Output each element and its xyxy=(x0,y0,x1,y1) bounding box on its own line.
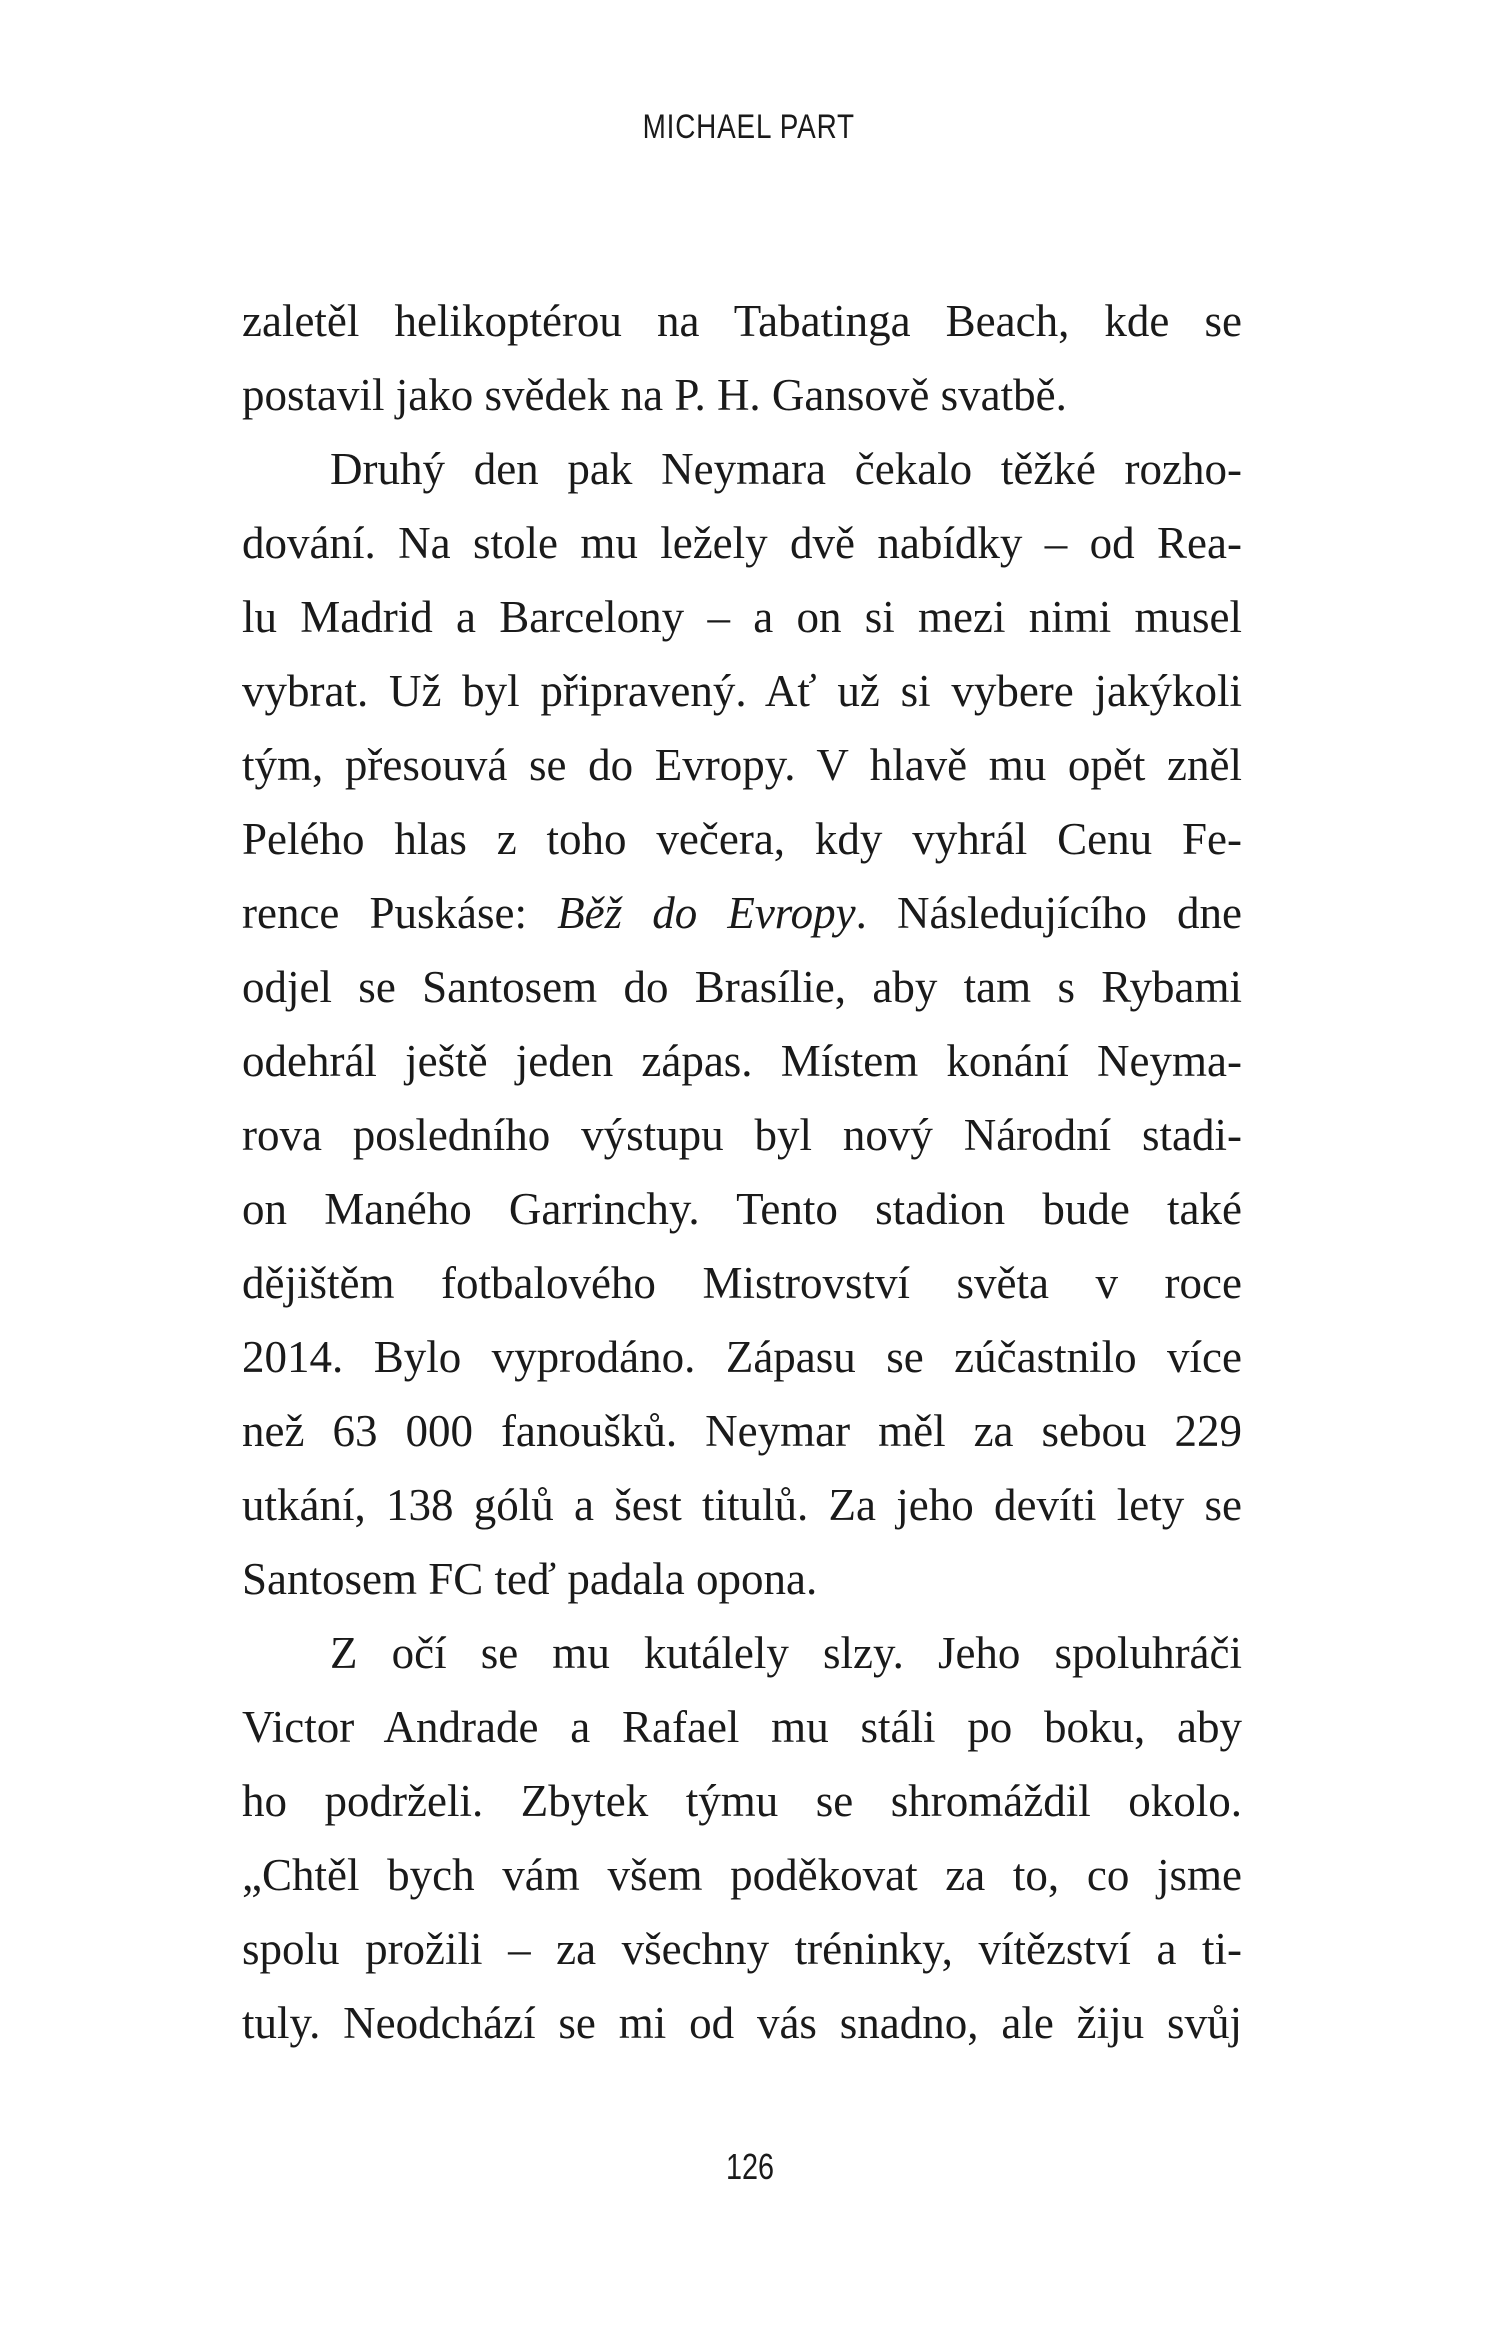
text-line: ho podrželi. Zbytek týmu se shromáždil okolo. xyxy=(242,1776,1242,1826)
text-line: tým, přesouvá se do Evropy. V hlavě mu opět zněl xyxy=(242,740,1242,790)
text-line: utkání, 138 gólů a šest titulů. Za jeho devíti lety se xyxy=(242,1480,1242,1530)
text-line: odjel se Santosem do Brasílie, aby tam s Rybami xyxy=(242,962,1242,1012)
page-number: 126 xyxy=(725,2146,775,2187)
text-line: vybrat. Už byl připravený. Ať už si vybere jakýkoli xyxy=(242,666,1242,716)
text-line: spolu prožili – za všechny tréninky, vítězství a ti- xyxy=(242,1924,1242,1974)
text-line: zaletěl helikoptérou na Tabatinga Beach, kde se xyxy=(242,296,1242,346)
text-line: odehrál ještě jeden zápas. Místem konání Neyma- xyxy=(242,1036,1242,1086)
text-line: on Maného Garrinchy. Tento stadion bude také xyxy=(242,1184,1242,1234)
text-line: Pelého hlas z toho večera, kdy vyhrál Cenu Fe- xyxy=(242,814,1242,864)
text-line: dějištěm fotbalového Mistrovství světa v roce xyxy=(242,1258,1242,1308)
text-line: Z očí se mu kutálely slzy. Jeho spoluhráči xyxy=(330,1628,1242,1678)
italic-text: Běž do Evropy xyxy=(557,888,856,938)
running-header-author: MICHAEL PART xyxy=(642,108,855,146)
text-line: 2014. Bylo vyprodáno. Zápasu se zúčastnilo více xyxy=(242,1332,1242,1382)
text-line: Santosem FC teď padala opona. xyxy=(242,1554,818,1604)
text-span: . Následujícího dne xyxy=(855,888,1243,938)
text-line: tuly. Neodchází se mi od vás snadno, ale žiju svůj xyxy=(242,1998,1242,2048)
text-line xyxy=(242,876,1242,950)
body-text xyxy=(242,284,1242,2060)
text-line: než 63 000 fanoušků. Neymar měl za sebou 229 xyxy=(242,1406,1242,1456)
text-line: Victor Andrade a Rafael mu stáli po boku, aby xyxy=(242,1702,1242,1752)
text-line: „Chtěl bych vám všem poděkovat za to, co jsme xyxy=(242,1850,1242,1900)
text-span: rence Puskáse: xyxy=(242,888,558,938)
text-line: rova posledního výstupu byl nový Národní stadi- xyxy=(242,1110,1242,1160)
text-line: postavil jako svědek na P. H. Gansově svatbě. xyxy=(242,370,1067,420)
text-line: dování. Na stole mu ležely dvě nabídky – od Rea- xyxy=(242,518,1242,568)
text-line: lu Madrid a Barcelony – a on si mezi nimi musel xyxy=(242,592,1242,642)
text-line: Druhý den pak Neymara čekalo těžké rozho- xyxy=(330,444,1242,494)
